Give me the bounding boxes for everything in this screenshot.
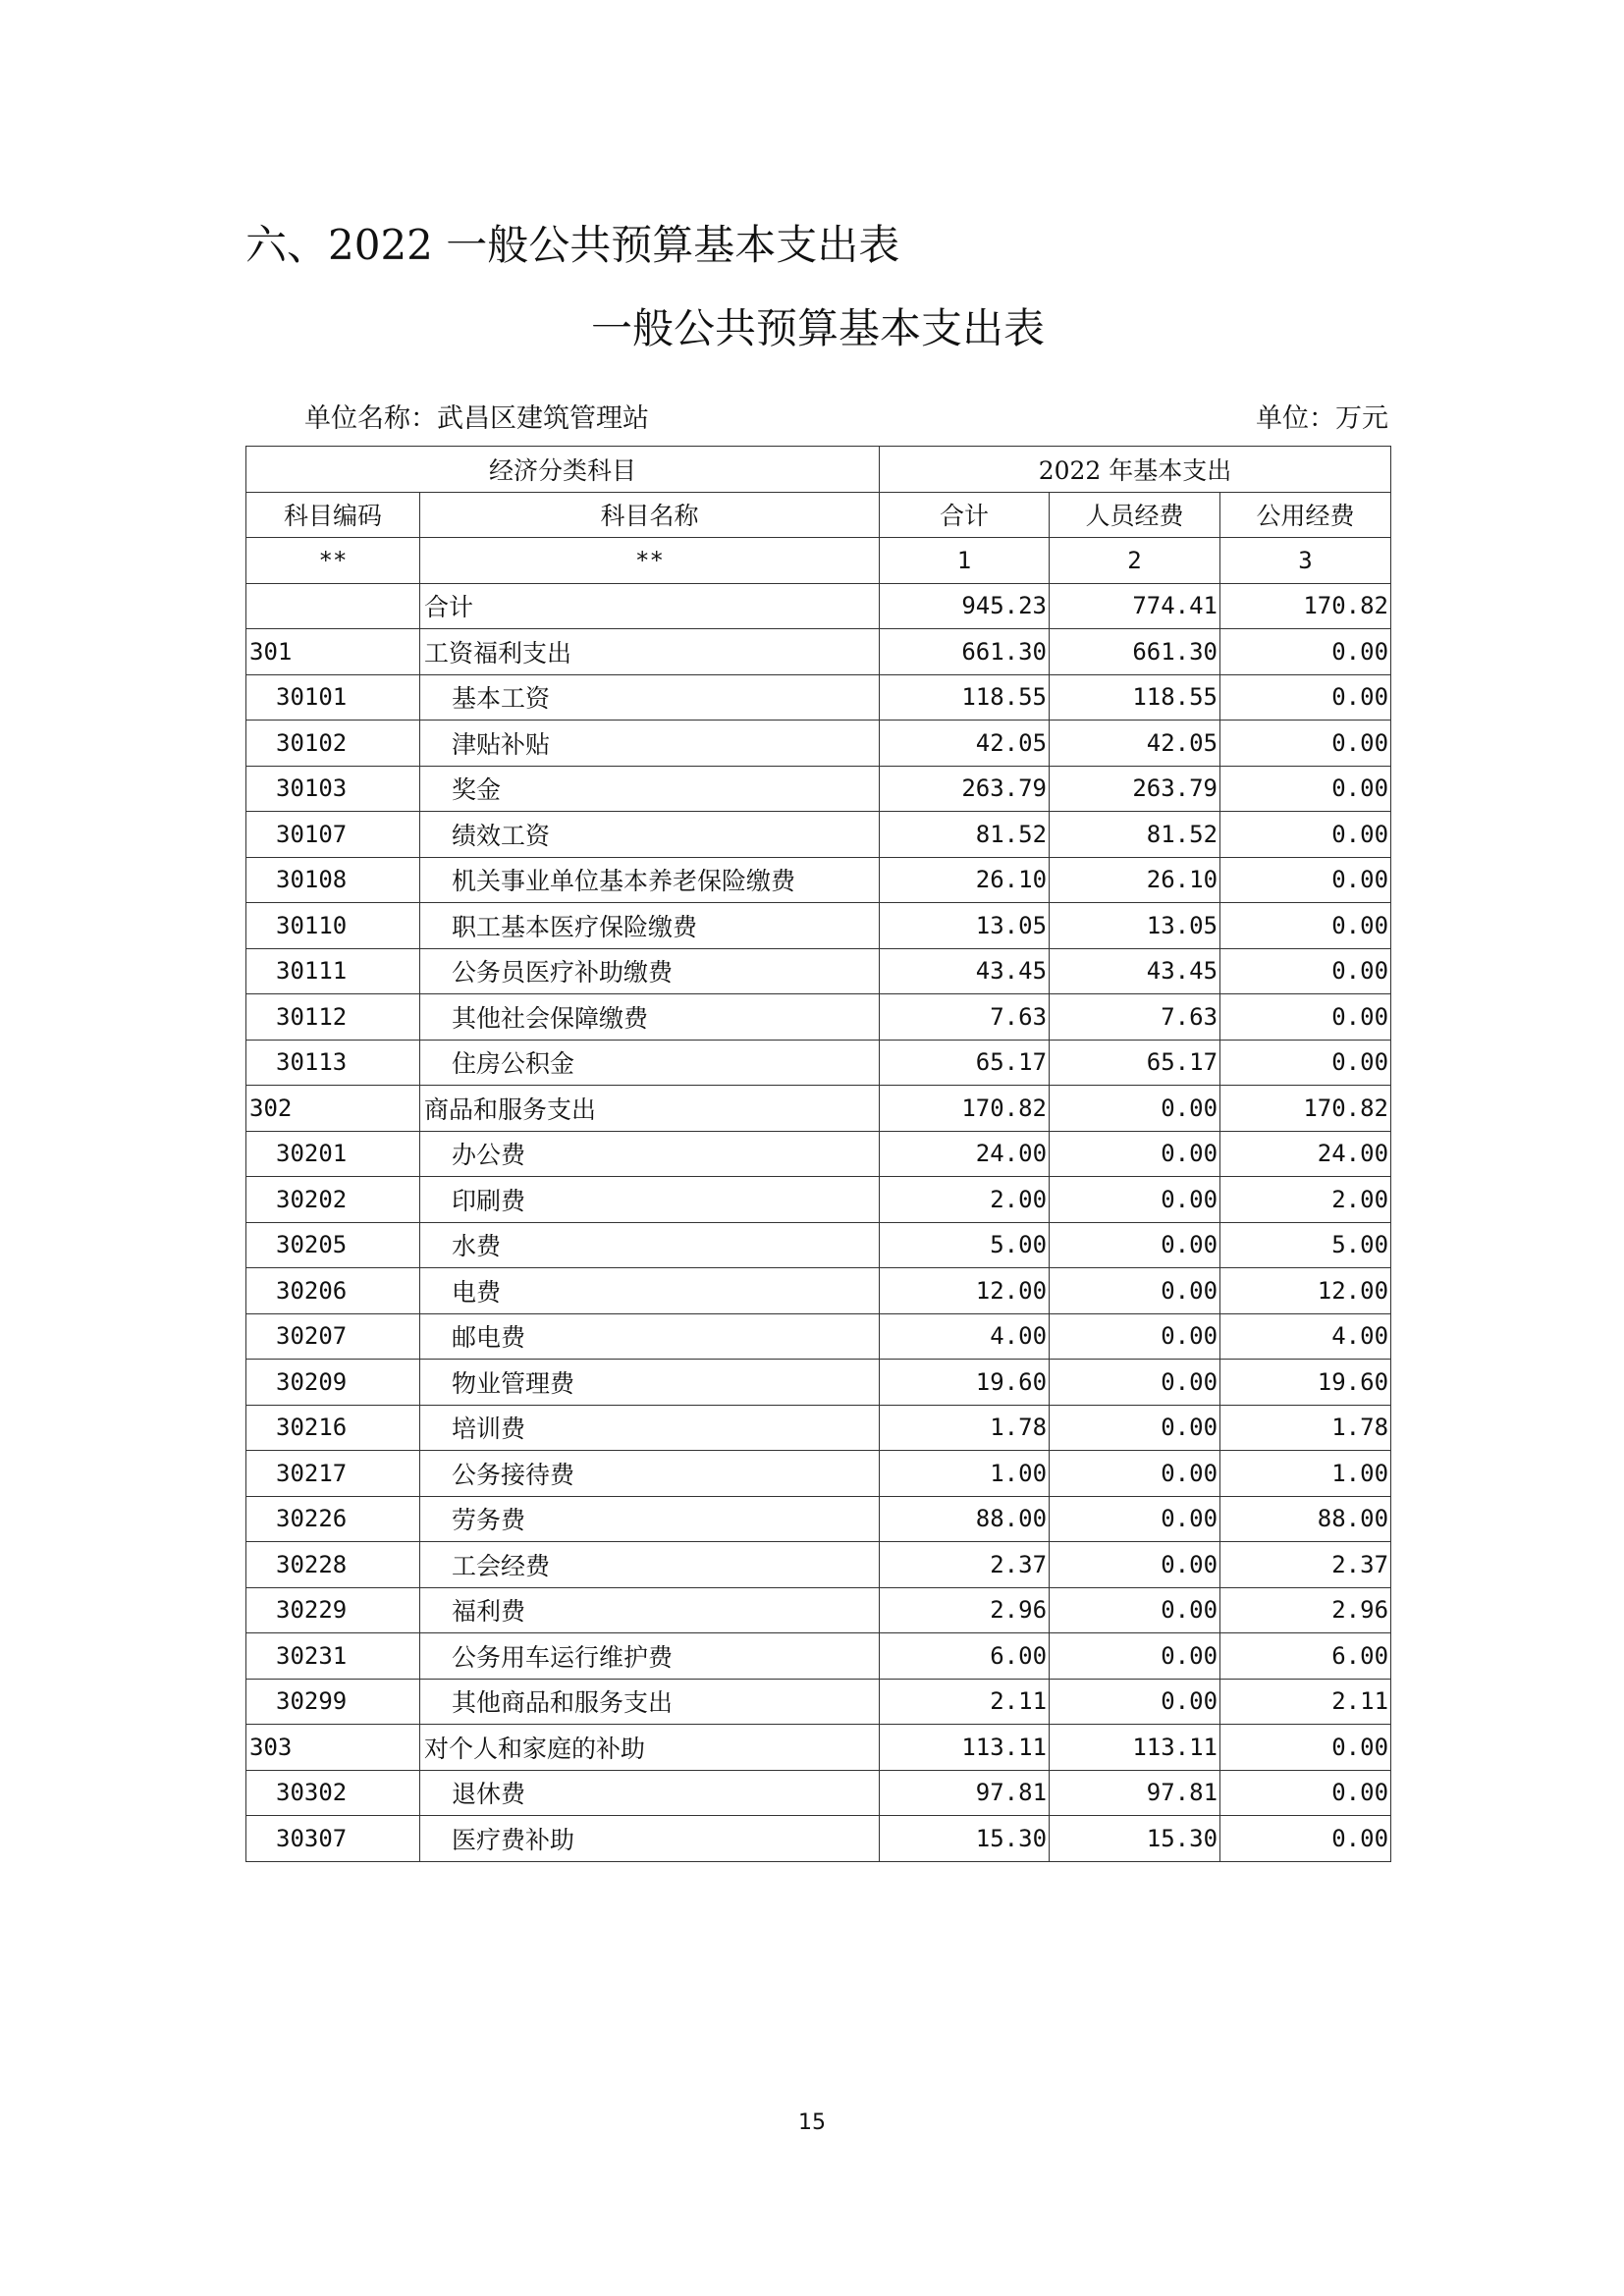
cell-public: 0.00	[1220, 1816, 1391, 1862]
cell-personnel: 42.05	[1050, 721, 1220, 767]
cell-name: 职工基本医疗保险缴费	[420, 903, 880, 949]
cell-code: 30226	[246, 1496, 420, 1542]
cell-name: 住房公积金	[420, 1040, 880, 1086]
cell-total: 88.00	[880, 1496, 1050, 1542]
cell-total: 1.78	[880, 1405, 1050, 1451]
cell-total: 12.00	[880, 1268, 1050, 1314]
table-row	[246, 1268, 1391, 1314]
cell-personnel: 81.52	[1050, 812, 1220, 858]
cell-name: 福利费	[420, 1587, 880, 1633]
cell-personnel: 7.63	[1050, 994, 1220, 1041]
table-row	[246, 1360, 1391, 1406]
table-row	[246, 812, 1391, 858]
cell-name: 水费	[420, 1222, 880, 1268]
cell-code: 30202	[246, 1177, 420, 1223]
cell-total: 13.05	[880, 903, 1050, 949]
table-row	[246, 674, 1391, 721]
index-code: **	[246, 538, 420, 584]
cell-total: 945.23	[880, 583, 1050, 629]
header-basic-expenditure-2022: 2022 年基本支出	[880, 447, 1391, 493]
cell-name: 公务员医疗补助缴费	[420, 948, 880, 994]
cell-public: 2.11	[1220, 1679, 1391, 1725]
table-row	[246, 1405, 1391, 1451]
cell-name: 合计	[420, 583, 880, 629]
cell-public: 2.00	[1220, 1177, 1391, 1223]
cell-code: 301	[246, 629, 420, 675]
unit-line	[304, 398, 1388, 441]
cell-name: 商品和服务支出	[420, 1086, 880, 1132]
cell-name: 退休费	[420, 1770, 880, 1816]
cell-code: 30229	[246, 1587, 420, 1633]
cell-personnel: 0.00	[1050, 1222, 1220, 1268]
cell-name: 工资福利支出	[420, 629, 880, 675]
cell-public: 4.00	[1220, 1313, 1391, 1360]
cell-total: 7.63	[880, 994, 1050, 1041]
header-public: 公用经费	[1220, 492, 1391, 538]
cell-name: 培训费	[420, 1405, 880, 1451]
cell-public: 0.00	[1220, 994, 1391, 1041]
header-economic-classification: 经济分类科目	[246, 447, 880, 493]
cell-personnel: 0.00	[1050, 1360, 1220, 1406]
cell-code: 30231	[246, 1633, 420, 1680]
cell-total: 118.55	[880, 674, 1050, 721]
table-row	[246, 1040, 1391, 1086]
index-public: 3	[1220, 538, 1391, 584]
cell-personnel: 0.00	[1050, 1679, 1220, 1725]
cell-code: 30113	[246, 1040, 420, 1086]
cell-code: 30206	[246, 1268, 420, 1314]
cell-public: 0.00	[1220, 1770, 1391, 1816]
cell-name: 津贴补贴	[420, 721, 880, 767]
cell-total: 661.30	[880, 629, 1050, 675]
cell-total: 2.37	[880, 1542, 1050, 1588]
cell-total: 26.10	[880, 857, 1050, 903]
cell-name: 公务接待费	[420, 1451, 880, 1497]
cell-personnel: 97.81	[1050, 1770, 1220, 1816]
cell-name: 印刷费	[420, 1177, 880, 1223]
cell-code: 30112	[246, 994, 420, 1041]
table-row	[246, 1679, 1391, 1725]
cell-code	[246, 583, 420, 629]
cell-personnel: 0.00	[1050, 1633, 1220, 1680]
cell-public: 170.82	[1220, 1086, 1391, 1132]
cell-public: 1.78	[1220, 1405, 1391, 1451]
cell-personnel: 13.05	[1050, 903, 1220, 949]
cell-code: 303	[246, 1725, 420, 1771]
table-row	[246, 1451, 1391, 1497]
cell-total: 4.00	[880, 1313, 1050, 1360]
cell-code: 30111	[246, 948, 420, 994]
cell-name: 机关事业单位基本养老保险缴费	[420, 857, 880, 903]
page-number: 15	[798, 2110, 826, 2135]
cell-total: 15.30	[880, 1816, 1050, 1862]
cell-code: 30299	[246, 1679, 420, 1725]
table-row	[246, 1816, 1391, 1862]
cell-code: 30207	[246, 1313, 420, 1360]
cell-public: 88.00	[1220, 1496, 1391, 1542]
cell-personnel: 0.00	[1050, 1313, 1220, 1360]
table-row	[246, 1131, 1391, 1177]
cell-personnel: 0.00	[1050, 1405, 1220, 1451]
index-total: 1	[880, 538, 1050, 584]
cell-code: 30228	[246, 1542, 420, 1588]
cell-total: 6.00	[880, 1633, 1050, 1680]
cell-code: 30307	[246, 1816, 420, 1862]
cell-personnel: 43.45	[1050, 948, 1220, 994]
header-total: 合计	[880, 492, 1050, 538]
cell-public: 19.60	[1220, 1360, 1391, 1406]
header-personnel: 人员经费	[1050, 492, 1220, 538]
cell-personnel: 774.41	[1050, 583, 1220, 629]
cell-total: 65.17	[880, 1040, 1050, 1086]
cell-public: 0.00	[1220, 903, 1391, 949]
cell-name: 邮电费	[420, 1313, 880, 1360]
cell-code: 30217	[246, 1451, 420, 1497]
cell-personnel: 0.00	[1050, 1086, 1220, 1132]
cell-public: 0.00	[1220, 857, 1391, 903]
cell-code: 302	[246, 1086, 420, 1132]
budget-table	[245, 446, 1391, 1862]
unit-label: 单位：万元	[1256, 403, 1388, 434]
cell-personnel: 26.10	[1050, 857, 1220, 903]
cell-public: 0.00	[1220, 948, 1391, 994]
cell-name: 基本工资	[420, 674, 880, 721]
header-index-row	[246, 538, 1391, 584]
cell-name: 物业管理费	[420, 1360, 880, 1406]
cell-total: 113.11	[880, 1725, 1050, 1771]
cell-personnel: 65.17	[1050, 1040, 1220, 1086]
cell-code: 30108	[246, 857, 420, 903]
cell-name: 奖金	[420, 766, 880, 812]
cell-personnel: 0.00	[1050, 1542, 1220, 1588]
table-row	[246, 1542, 1391, 1588]
cell-personnel: 15.30	[1050, 1816, 1220, 1862]
cell-total: 2.00	[880, 1177, 1050, 1223]
table-row	[246, 1633, 1391, 1680]
cell-total: 97.81	[880, 1770, 1050, 1816]
table-row	[246, 994, 1391, 1041]
cell-name: 电费	[420, 1268, 880, 1314]
cell-public: 0.00	[1220, 721, 1391, 767]
cell-code: 30102	[246, 721, 420, 767]
cell-code: 30302	[246, 1770, 420, 1816]
cell-public: 0.00	[1220, 1725, 1391, 1771]
cell-public: 170.82	[1220, 583, 1391, 629]
header-name: 科目名称	[420, 492, 880, 538]
table-row	[246, 1313, 1391, 1360]
header-group-row	[246, 447, 1391, 493]
cell-code: 30209	[246, 1360, 420, 1406]
cell-personnel: 0.00	[1050, 1177, 1220, 1223]
index-name: **	[420, 538, 880, 584]
cell-total: 2.96	[880, 1587, 1050, 1633]
cell-personnel: 0.00	[1050, 1131, 1220, 1177]
index-personnel: 2	[1050, 538, 1220, 584]
cell-personnel: 263.79	[1050, 766, 1220, 812]
cell-name: 劳务费	[420, 1496, 880, 1542]
cell-public: 0.00	[1220, 629, 1391, 675]
cell-total: 1.00	[880, 1451, 1050, 1497]
cell-personnel: 0.00	[1050, 1587, 1220, 1633]
header-column-row	[246, 492, 1391, 538]
cell-total: 5.00	[880, 1222, 1050, 1268]
cell-total: 263.79	[880, 766, 1050, 812]
cell-code: 30216	[246, 1405, 420, 1451]
table-row	[246, 1496, 1391, 1542]
cell-public: 0.00	[1220, 674, 1391, 721]
cell-public: 1.00	[1220, 1451, 1391, 1497]
cell-name: 工会经费	[420, 1542, 880, 1588]
cell-public: 24.00	[1220, 1131, 1391, 1177]
cell-name: 其他社会保障缴费	[420, 994, 880, 1041]
table-row	[246, 857, 1391, 903]
cell-public: 12.00	[1220, 1268, 1391, 1314]
cell-name: 绩效工资	[420, 812, 880, 858]
cell-name: 公务用车运行维护费	[420, 1633, 880, 1680]
cell-public: 2.96	[1220, 1587, 1391, 1633]
cell-total: 42.05	[880, 721, 1050, 767]
section-title: 六、2022 一般公共预算基本支出表	[245, 221, 900, 269]
cell-name: 医疗费补助	[420, 1816, 880, 1862]
table-row	[246, 903, 1391, 949]
cell-code: 30205	[246, 1222, 420, 1268]
cell-public: 6.00	[1220, 1633, 1391, 1680]
org-label: 单位名称：武昌区建筑管理站	[304, 403, 649, 434]
cell-total: 24.00	[880, 1131, 1050, 1177]
table-row	[246, 629, 1391, 675]
cell-total: 81.52	[880, 812, 1050, 858]
cell-public: 5.00	[1220, 1222, 1391, 1268]
cell-total: 43.45	[880, 948, 1050, 994]
header-code: 科目编码	[246, 492, 420, 538]
cell-code: 30103	[246, 766, 420, 812]
table-row	[246, 721, 1391, 767]
table-row	[246, 583, 1391, 629]
table-row	[246, 1587, 1391, 1633]
cell-total: 2.11	[880, 1679, 1050, 1725]
table-row	[246, 1725, 1391, 1771]
table-row	[246, 1086, 1391, 1132]
table-row	[246, 948, 1391, 994]
cell-name: 办公费	[420, 1131, 880, 1177]
cell-personnel: 113.11	[1050, 1725, 1220, 1771]
cell-name: 其他商品和服务支出	[420, 1679, 880, 1725]
cell-total: 19.60	[880, 1360, 1050, 1406]
cell-public: 0.00	[1220, 812, 1391, 858]
cell-public: 2.37	[1220, 1542, 1391, 1588]
cell-code: 30201	[246, 1131, 420, 1177]
table-row	[246, 766, 1391, 812]
cell-code: 30110	[246, 903, 420, 949]
table-row	[246, 1177, 1391, 1223]
cell-personnel: 0.00	[1050, 1496, 1220, 1542]
cell-public: 0.00	[1220, 766, 1391, 812]
cell-code: 30107	[246, 812, 420, 858]
cell-personnel: 118.55	[1050, 674, 1220, 721]
cell-total: 170.82	[880, 1086, 1050, 1132]
cell-name: 对个人和家庭的补助	[420, 1725, 880, 1771]
cell-public: 0.00	[1220, 1040, 1391, 1086]
table-title: 一般公共预算基本支出表	[590, 304, 1045, 352]
cell-personnel: 661.30	[1050, 629, 1220, 675]
table-row	[246, 1222, 1391, 1268]
cell-personnel: 0.00	[1050, 1268, 1220, 1314]
table-row	[246, 1770, 1391, 1816]
cell-personnel: 0.00	[1050, 1451, 1220, 1497]
cell-code: 30101	[246, 674, 420, 721]
